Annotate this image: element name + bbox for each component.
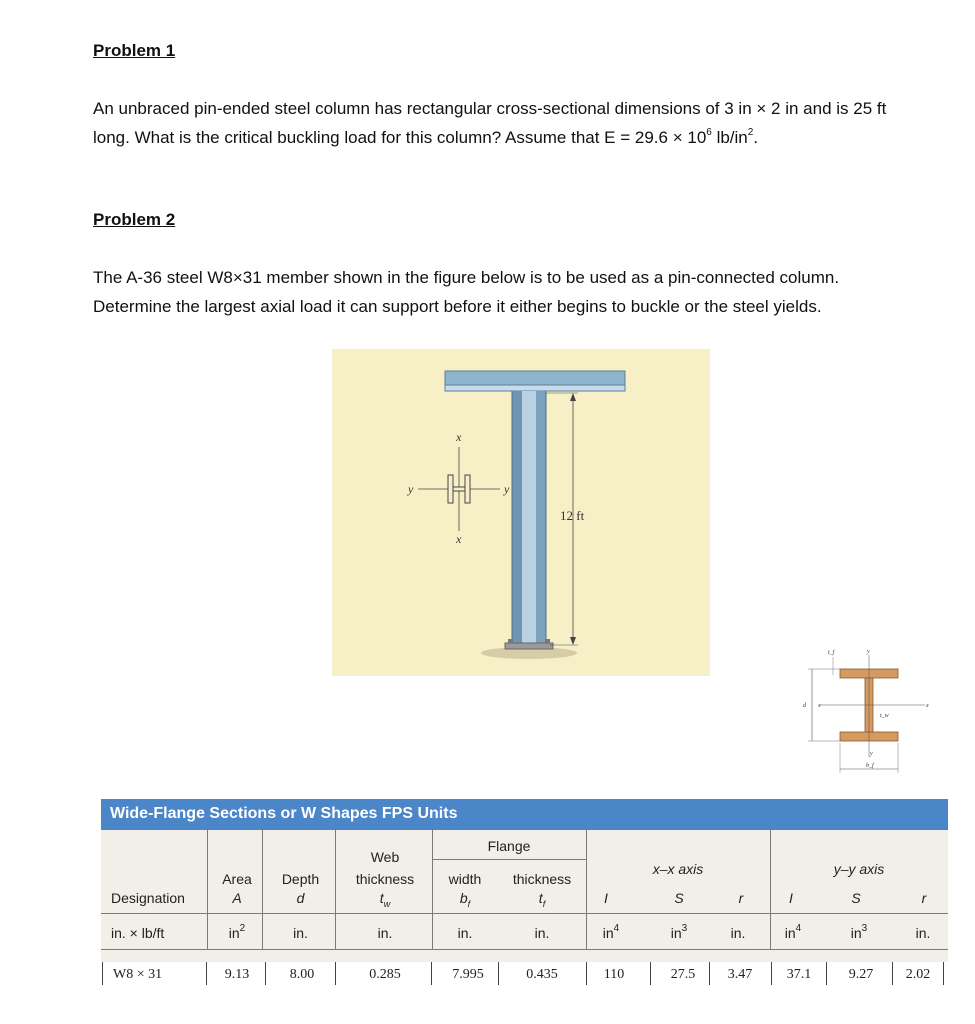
header-width-symbol <box>439 890 491 909</box>
header-depth: Depth <box>281 871 320 887</box>
base-bolt-right <box>545 639 550 643</box>
bf-sub: f <box>467 898 471 909</box>
table-row <box>101 962 948 989</box>
problem-2-line-2: Determine the largest axial load it can support before it either begins to buckle or the steel yields. <box>93 297 822 316</box>
row-sep-8 <box>709 962 710 985</box>
problem-1-line-2b: lb/in <box>711 128 748 147</box>
row-Sy: 9.27 <box>848 967 874 982</box>
header-top-line <box>101 829 948 830</box>
tw-label: t_w <box>880 713 889 719</box>
table-title: Wide-Flange Sections or W Shapes FPS Units <box>101 799 948 829</box>
unit-Sy-exp: 3 <box>861 923 868 935</box>
header-flange-thickness-symbol <box>505 890 579 909</box>
unit-area-exp: 2 <box>239 923 246 935</box>
units-divider <box>101 949 948 950</box>
x-right-label: x <box>926 703 929 709</box>
section-flange-left <box>448 475 453 503</box>
header-depth-symbol: d <box>296 890 305 906</box>
unit-Sy <box>844 925 874 941</box>
row-Sx: 27.5 <box>670 967 696 982</box>
unit-Sx-exp: 3 <box>681 923 688 935</box>
header-designation: Designation <box>111 890 185 906</box>
y-bottom-label: y <box>870 751 873 757</box>
col-sep-6 <box>770 829 771 949</box>
unit-Ix-base: in <box>602 925 614 941</box>
header-Sy: S <box>851 890 861 906</box>
row-sep-1 <box>206 962 207 985</box>
row-Iy: 37.1 <box>786 967 812 982</box>
problem-2-line-1: The A-36 steel W8×31 member shown in the figure below is to be used as a pin-connected column. <box>93 268 840 287</box>
tf-sub: f <box>542 898 546 909</box>
row-sep-4 <box>431 962 432 985</box>
col-sep-2 <box>262 829 263 949</box>
axis-label-y-right: y <box>504 482 510 496</box>
w-section-diagram <box>800 645 935 775</box>
row-sep-0 <box>102 962 103 985</box>
header-area: Area <box>222 871 252 887</box>
row-sep-2 <box>265 962 266 985</box>
problem-1-line-2a: long. What is the critical buckling load for this column? Assume that E = 29.6 × 10 <box>93 128 707 147</box>
problem-1-text <box>93 94 963 152</box>
section-web <box>453 487 465 491</box>
row-designation: W8 × 31 <box>113 967 163 982</box>
row-depth: 8.00 <box>289 967 315 982</box>
row-sep-11 <box>892 962 893 985</box>
col-sep-5 <box>586 829 587 949</box>
height-label: 12 ft <box>560 508 585 523</box>
tf-label: t_f <box>828 650 835 656</box>
header-yy-axis: y–y axis <box>833 861 885 877</box>
unit-area <box>217 925 257 941</box>
exponent-6: 6 <box>706 127 712 139</box>
unit-ry: in. <box>915 925 931 941</box>
column-figure <box>332 349 710 676</box>
header-Iy: I <box>789 890 793 906</box>
problem-2-text <box>93 263 963 321</box>
header-width: width <box>448 871 482 887</box>
axis-label-y-left: y <box>408 482 414 496</box>
bf-label: b_f <box>866 763 874 769</box>
problem-1-line-2c: . <box>753 128 759 147</box>
header-flange: Flange <box>487 838 531 854</box>
column-flange-left <box>512 391 522 645</box>
problem-1-line-2 <box>93 123 963 152</box>
header-rx: r <box>738 890 744 906</box>
column-flange-right <box>536 391 546 645</box>
header-web: Web <box>370 849 400 865</box>
tw-t: t <box>379 890 384 906</box>
problem-2-heading: Problem 2 <box>93 210 176 229</box>
flange-underline <box>432 859 586 860</box>
column-web <box>522 391 536 645</box>
y-top-label: y <box>867 649 870 655</box>
row-ry: 2.02 <box>905 967 931 982</box>
unit-rx: in. <box>730 925 746 941</box>
row-sep-6 <box>586 962 587 985</box>
unit-flange-thickness: in. <box>534 925 550 941</box>
x-left-label: x <box>818 703 821 709</box>
header-ry: r <box>921 890 927 906</box>
d-label: d <box>803 703 806 709</box>
row-sep-3 <box>335 962 336 985</box>
problem-1-line-1: An unbraced pin-ended steel column has rectangular cross-sectional dimensions of 3 in × 2 in and is 25 ft <box>93 99 887 118</box>
row-web: 0.285 <box>369 967 401 982</box>
row-width: 7.995 <box>452 967 484 982</box>
header-xx-axis: x–x axis <box>652 861 704 877</box>
unit-Sx <box>664 925 694 941</box>
row-Ix: 110 <box>603 967 625 982</box>
col-sep-3 <box>335 829 336 949</box>
row-sep-7 <box>650 962 651 985</box>
unit-Iy-base: in <box>784 925 796 941</box>
header-web-thickness: thickness <box>355 871 415 887</box>
unit-area-base: in <box>228 925 240 941</box>
tf-t: t <box>538 890 543 906</box>
unit-Iy-exp: 4 <box>795 923 802 935</box>
col-sep-1 <box>207 829 208 949</box>
row-sep-5 <box>498 962 499 985</box>
header-Sx: S <box>674 890 684 906</box>
base-bolt-left <box>508 639 513 643</box>
unit-Iy <box>778 925 808 941</box>
header-divider <box>101 913 948 914</box>
top-beam <box>445 371 625 385</box>
exponent-2: 2 <box>747 127 754 139</box>
unit-Ix <box>596 925 626 941</box>
unit-Ix-exp: 4 <box>613 923 620 935</box>
section-flange-right <box>465 475 470 503</box>
row-area: 9.13 <box>224 967 250 982</box>
axis-label-x-bottom: x <box>456 532 462 546</box>
header-Ix: I <box>604 890 608 906</box>
header-flange-thickness: thickness <box>512 871 572 887</box>
row-sep-10 <box>826 962 827 985</box>
row-sep-12 <box>943 962 944 985</box>
unit-designation: in. × lb/ft <box>111 925 165 941</box>
top-beam-underside <box>445 385 625 391</box>
row-rx: 3.47 <box>727 967 753 982</box>
header-area-symbol: A <box>232 890 242 906</box>
tw-sub: w <box>383 898 391 909</box>
w-shapes-table <box>101 799 948 989</box>
unit-width: in. <box>457 925 473 941</box>
unit-web: in. <box>377 925 393 941</box>
problem-1-heading: Problem 1 <box>93 41 176 60</box>
bf-b: b <box>459 890 468 906</box>
base-plate <box>505 643 553 649</box>
row-flange-thickness: 0.435 <box>526 967 558 982</box>
axis-label-x-top: x <box>456 430 462 444</box>
row-sep-9 <box>771 962 772 985</box>
header-web-symbol <box>346 890 424 909</box>
unit-depth: in. <box>293 925 308 941</box>
unit-Sy-base: in <box>850 925 862 941</box>
unit-Sx-base: in <box>670 925 682 941</box>
